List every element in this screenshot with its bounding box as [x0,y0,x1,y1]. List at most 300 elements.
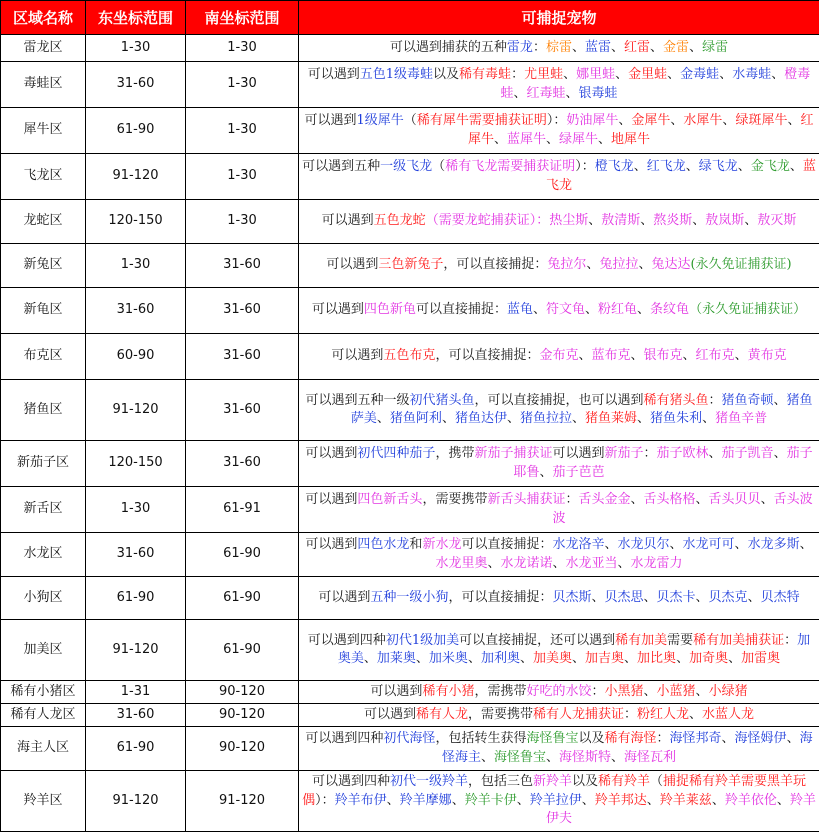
pet-text-segment: 、 [611,40,624,55]
pet-text-segment: ： [644,446,657,461]
pet-text-segment: 、 [771,67,784,82]
east-range-cell: 1-30 [86,487,186,533]
pet-text-segment: 、 [774,446,787,461]
south-range-cell: 90-120 [186,704,299,727]
pet-text-segment: 蓝龟 [507,302,533,317]
pet-text-segment: 、 [686,159,699,174]
pet-text-segment: 、 [638,257,651,272]
pet-text-segment: 、 [563,67,576,82]
region-name-cell: 羚羊区 [1,771,86,832]
catchable-pets-cell [299,244,819,288]
pet-text-segment: 、 [650,40,663,55]
pet-text-segment: 兔拉拉 [599,257,638,272]
region-name-cell: 飞龙区 [1,154,86,200]
pet-text-segment: 敖清斯 [601,213,640,228]
pet-text-segment: 橙飞龙 [595,159,634,174]
pet-text-segment: 猪鱼奇顿 [722,393,774,408]
pet-text-segment: 、 [546,132,559,147]
pet-text-segment: 棕雷 [546,40,572,55]
pet-text-segment: 稀有飞龙需要捕获证明 [445,159,575,174]
pet-text-segment: 金犀牛 [631,113,670,128]
pet-text-segment: 海怪邦奇 [670,731,722,746]
pet-text-segment: 贝杰克 [709,590,748,605]
pet-text-segment: 、 [728,651,741,666]
pet-text-segment: ，需要携带 [468,707,533,722]
region-name-cell: 新舌区 [1,487,86,533]
pet-text-segment: 、 [748,590,761,605]
pet-text-segment: 可以遇到 [308,67,360,82]
pet-text-segment: 、 [364,651,377,666]
pet-text-segment: 贝杰思 [604,590,643,605]
pet-text-segment: 、 [481,750,494,765]
pet-text-segment: 猪鱼拉拉 [520,411,572,426]
pet-text-segment: 水犀牛 [683,113,722,128]
table-row [1,681,819,704]
pet-text-segment: 新茄子 [604,446,643,461]
table-row [1,487,819,533]
pet-text-segment: 可以遇到 [364,707,416,722]
pet-text-segment: 、 [637,411,650,426]
pet-text-segment: 、 [692,213,705,228]
pet-text-segment: 、 [487,556,500,571]
pet-text-segment: 海怪鲁宝 [494,750,546,765]
table-row [1,727,819,771]
pet-text-segment: 、 [533,302,546,317]
pet-text-segment: 娜里蛙 [576,67,615,82]
south-range-cell: 31-60 [186,441,299,487]
pet-text-segment: 、 [624,651,637,666]
east-range-cell: 1-30 [86,35,186,62]
pet-text-segment: 四色水龙 [357,537,409,552]
pet-text-segment: ： [565,492,578,507]
pet-text-segment: 、 [702,411,715,426]
pet-text-segment: 可以直接捕捉，还可以遇到 [459,633,615,648]
pet-text-segment: 舌头波波 [552,492,812,526]
pet-text-segment: 金毒蛙 [680,67,719,82]
pet-text-segment: 、 [578,348,591,363]
east-range-cell: 120-150 [86,200,186,244]
catchable-pets-cell [299,108,819,154]
pet-text-segment: （永久免证捕获证） [689,302,806,317]
region-name-cell: 雷龙区 [1,35,86,62]
pet-text-segment: 新舌头捕获证 [487,492,565,507]
pet-text-segment: 可以遇到 [305,537,357,552]
pet-text-segment: 1级犀牛 [357,113,404,128]
header-south-range: 南坐标范围 [186,1,299,35]
pet-text-segment: ： [784,633,797,648]
pet-text-segment: 、 [683,348,696,363]
pet-text-segment: 稀有羚羊 [598,774,650,789]
pet-text-segment: 五色1级毒蛙 [360,67,433,82]
pet-text-segment: 、 [582,793,595,808]
pet-text-segment: 水龙贝尔 [618,537,670,552]
region-name-cell: 布克区 [1,334,86,380]
pet-text-segment: 海怪姆伊 [735,731,787,746]
pet-text-segment: 水龙多斯 [748,537,800,552]
pet-text-segment: 、 [539,465,552,480]
pet-text-segment: 可以遇到五种 [302,159,380,174]
pet-text-segment: 、 [631,348,644,363]
table-row [1,441,819,487]
table-row [1,288,819,334]
south-range-cell: 61-90 [186,533,299,577]
pet-text-segment: ）： [575,159,595,174]
pet-text-segment: 和 [409,537,422,552]
pet-text-segment: 可以直接捕捉： [416,302,507,317]
pet-text-segment: 金雷 [663,40,689,55]
east-range-cell: 1-30 [86,244,186,288]
table-row [1,380,819,441]
pet-text-segment: 敖岚斯 [705,213,744,228]
pet-text-segment: 、 [670,537,683,552]
pet-text-segment: 小黑猪 [605,684,644,699]
pet-text-segment: ，携带 [435,446,474,461]
pet-text-segment: 、 [696,590,709,605]
south-range-cell: 1-30 [186,200,299,244]
pet-text-segment: 、 [696,684,709,699]
pet-text-segment: 红雷 [624,40,650,55]
pet-text-segment: （需要龙蛇捕获证）： [426,213,550,228]
east-range-cell: 91-120 [86,380,186,441]
pet-text-segment: 初代猪头鱼 [409,393,474,408]
pet-text-segment: 可以遇到五种一级 [305,393,409,408]
table-row [1,108,819,154]
pet-text-segment: ，可以直接捕捉： [448,590,552,605]
pet-text-segment: 绿雷 [702,40,728,55]
pet-text-segment: 、 [735,537,748,552]
pet-text-segment: 猪鱼辛普 [715,411,767,426]
pet-text-segment: 地犀牛 [611,132,650,147]
pet-text-segment: 羚羊伊夫 [546,793,816,827]
pet-text-segment: 羚羊卡伊 [465,793,517,808]
pet-text-segment: 绿犀牛 [559,132,598,147]
pet-text-segment: 蓝飞龙 [546,159,816,193]
east-range-cell: 61-90 [86,108,186,154]
pet-text-segment: (永久免证捕获证) [690,257,791,272]
table-row [1,771,819,832]
pet-text-segment: 茄子耶鲁 [513,446,812,480]
pet-text-segment: 以及 [433,67,459,82]
pet-text-segment: 、 [637,302,650,317]
pet-text-segment: 、 [738,159,751,174]
pet-text-segment: 稀有人龙捕获证 [533,707,624,722]
pet-text-segment: ，可以直接捕捉，也可以遇到 [474,393,643,408]
pet-text-segment: 兔达达 [651,257,690,272]
table-row [1,62,819,108]
table-header-row [1,1,819,35]
pet-text-segment: 、 [774,393,787,408]
table-row [1,533,819,577]
pet-text-segment: 海怪斯特 [559,750,611,765]
pet-text-segment: 贝杰斯 [552,590,591,605]
pet-text-segment: 水龙诺诺 [500,556,552,571]
pet-text-segment: 初代1级加美 [386,633,459,648]
pet-text-segment: ，可以直接捕捉： [435,348,539,363]
catchable-pets-cell [299,334,819,380]
pet-text-segment: 可以遇到四种 [305,731,383,746]
header-region: 区域名称 [1,1,86,35]
region-name-cell: 犀牛区 [1,108,86,154]
pet-text-segment: 可以遇到 [312,302,364,317]
pet-text-segment: 可以遇到捕获的五种 [390,40,507,55]
pet-text-segment: 水龙可可 [683,537,735,552]
pet-text-segment: 猪鱼莱姆 [585,411,637,426]
pet-text-segment: 水蓝人龙 [702,707,754,722]
pet-text-segment: 、 [520,651,533,666]
pet-text-segment: 舌头贝贝 [709,492,761,507]
pet-text-segment: 四色新龟 [364,302,416,317]
pet-text-segment: 金布克 [539,348,578,363]
pet-text-segment: 金飞龙 [751,159,790,174]
header-catchable-pets: 可捕捉宠物 [299,1,819,35]
table-row [1,244,819,288]
pet-text-segment: 、 [591,590,604,605]
table-row [1,577,819,620]
pet-text-segment: 五种一级小狗 [370,590,448,605]
pet-text-segment: 可以遇到四种 [312,774,390,789]
region-name-cell: 新茄子区 [1,441,86,487]
pet-text-segment: 可以遇到 [552,446,604,461]
pet-text-segment: 、 [468,651,481,666]
region-name-cell: 小狗区 [1,577,86,620]
pet-text-segment: 、 [689,40,702,55]
catchable-pets-cell [299,704,819,727]
pet-text-segment: 、 [517,793,530,808]
east-range-cell: 120-150 [86,441,186,487]
pet-text-segment: （ [432,159,445,174]
catchable-pets-cell [299,533,819,577]
pet-text-segment: 蓝布克 [591,348,630,363]
pet-text-segment: 稀有海怪 [604,731,656,746]
pet-text-segment: 条纹龟 [650,302,689,317]
catchable-pets-cell [299,771,819,832]
pet-text-segment: 稀有加美 [615,633,667,648]
south-range-cell: 31-60 [186,288,299,334]
region-name-cell: 稀有小猪区 [1,681,86,704]
pet-text-segment: 水毒蛙 [732,67,771,82]
catchable-pets-cell [299,577,819,620]
pet-text-segment: 舌头金金 [578,492,630,507]
pet-text-segment: 茄子欧林 [657,446,709,461]
pet-text-segment: 、 [494,132,507,147]
pet-text-segment: ，需携带 [474,684,526,699]
pet-text-segment: 、 [507,411,520,426]
pet-text-segment: 海怪瓦利 [624,750,676,765]
east-range-cell: 61-90 [86,577,186,620]
pet-text-segment: 、 [618,113,631,128]
pet-text-segment: 、 [709,446,722,461]
pet-text-segment: 、 [588,213,601,228]
pet-text-segment: 羚羊依伦 [725,793,777,808]
pet-text-segment: 可以遇到 [331,348,383,363]
pet-text-segment: 加奇奥 [689,651,728,666]
pet-text-segment: 、 [598,132,611,147]
pet-text-segment: 新茄子捕获证 [474,446,552,461]
east-range-cell: 91-120 [86,154,186,200]
south-range-cell: 61-91 [186,487,299,533]
pet-text-segment: （ [650,774,663,789]
pet-text-segment: 奶油犀牛 [566,113,618,128]
region-name-cell: 猪鱼区 [1,380,86,441]
pet-text-segment: 加米奥 [429,651,468,666]
pet-text-segment: ： [511,67,524,82]
pet-text-segment: 、 [513,86,526,101]
south-range-cell: 1-30 [186,108,299,154]
pet-text-segment: 、 [647,793,660,808]
pet-text-segment: 羚羊布伊 [335,793,387,808]
pet-text-segment: 四色新舌头 [357,492,422,507]
pet-text-segment: 、 [719,67,732,82]
pet-text-segment: 、 [546,750,559,765]
pet-text-segment: ： [533,40,546,55]
table-row [1,35,819,62]
pet-text-segment: 羚羊拉伊 [530,793,582,808]
pet-text-segment: ，包括转生获得 [435,731,526,746]
pet-text-segment: 银布克 [644,348,683,363]
pet-text-segment: 猪鱼达伊 [455,411,507,426]
pet-text-segment: 一级飞龙 [380,159,432,174]
table-row [1,154,819,200]
south-range-cell: 31-60 [186,334,299,380]
pet-text-segment: 、 [712,793,725,808]
pet-text-segment: 新水龙 [422,537,461,552]
pet-text-segment: 、 [552,556,565,571]
pet-text-segment: 符文龟 [546,302,585,317]
catchable-pets-cell [299,288,819,334]
pet-text-segment: 红飞龙 [647,159,686,174]
pet-text-segment: 加吉奥 [585,651,624,666]
east-range-cell: 1-31 [86,681,186,704]
south-range-cell: 1-30 [186,62,299,108]
pet-text-segment: 绿飞龙 [699,159,738,174]
pet-text-segment: 稀有加美捕获证 [693,633,784,648]
south-range-cell: 90-120 [186,681,299,704]
pet-text-segment: 、 [631,492,644,507]
pet-text-segment: 小绿猪 [709,684,748,699]
pet-text-segment: 贝杰卡 [657,590,696,605]
catchable-pets-cell [299,620,819,681]
pet-text-segment: 、 [777,793,790,808]
pet-text-segment: 黄布克 [748,348,787,363]
pet-text-segment: 稀有犀牛需要捕获证明 [417,113,547,128]
pet-text-segment: 水龙洛辛 [552,537,604,552]
south-range-cell: 91-120 [186,771,299,832]
catchable-pets-cell [299,380,819,441]
pet-text-segment: 、 [615,67,628,82]
east-range-cell: 91-120 [86,771,186,832]
pet-text-segment: 、 [387,793,400,808]
pet-text-segment: 粉红人龙 [637,707,689,722]
catchable-pets-cell [299,681,819,704]
pet-text-segment: 五色龙蛇 [374,213,426,228]
pet-text-segment: ： [624,707,637,722]
pet-text-segment: 加莱奥 [377,651,416,666]
pet-text-segment: 猪鱼萨美 [351,393,813,427]
pet-text-segment: 舌头格格 [644,492,696,507]
east-range-cell: 31-60 [86,62,186,108]
catchable-pets-cell [299,200,819,244]
pet-text-segment: 、 [667,67,680,82]
pet-text-segment: 五色布克 [383,348,435,363]
region-name-cell: 海主人区 [1,727,86,771]
pet-text-segment: 、 [689,707,702,722]
catchable-pets-cell [299,35,819,62]
region-name-cell: 加美区 [1,620,86,681]
pet-text-segment: 、 [416,651,429,666]
pet-text-segment: 贝杰特 [761,590,800,605]
pet-text-segment: 加奥美 [338,633,810,667]
pet-text-segment: 热尘斯 [549,213,588,228]
pet-text-segment: 红毒蛙 [526,86,565,101]
south-range-cell: 31-60 [186,244,299,288]
pet-text-segment: 熬炎斯 [653,213,692,228]
pet-text-segment: 可以遇到 [370,684,422,699]
south-range-cell: 1-30 [186,35,299,62]
pet-text-segment: 稀有猪头鱼 [643,393,708,408]
south-range-cell: 1-30 [186,154,299,200]
pet-text-segment: 、 [790,159,803,174]
pet-text-segment: ）： [547,113,567,128]
east-range-cell: 91-120 [86,620,186,681]
south-range-cell: 31-60 [186,380,299,441]
pet-text-segment: 粉红龟 [598,302,637,317]
pet-text-segment: 、 [670,113,683,128]
pet-text-segment: 猪鱼阿利 [390,411,442,426]
catchable-pets-cell [299,727,819,771]
catchable-pets-cell [299,62,819,108]
pet-text-segment: ： [591,684,604,699]
pet-text-segment: 、 [696,492,709,507]
south-range-cell: 90-120 [186,727,299,771]
pet-text-segment: 、 [585,302,598,317]
pet-text-segment: 三色新兔子 [378,257,443,272]
pet-text-segment: ，可以直接捕捉： [443,257,547,272]
pet-text-segment: 可以遇到 [322,213,374,228]
pet-text-segment: 羚羊莱兹 [660,793,712,808]
pet-text-segment: 可以遇到 [305,113,357,128]
pet-text-segment: 初代四种茄子 [357,446,435,461]
east-range-cell: 31-60 [86,288,186,334]
pet-text-segment: ，需要携带 [422,492,487,507]
region-name-cell: 稀有人龙区 [1,704,86,727]
pet-text-segment: 可以遇到 [305,492,357,507]
east-range-cell: 31-60 [86,533,186,577]
pet-text-segment: 、 [761,492,774,507]
pet-text-segment: 金里蛙 [628,67,667,82]
pet-text-segment: 、 [442,411,455,426]
pet-text-segment: 银毒蛙 [579,86,618,101]
pet-text-segment: 绿斑犀牛 [735,113,787,128]
table-row [1,704,819,727]
east-range-cell: 31-60 [86,704,186,727]
pet-text-segment: 、 [377,411,390,426]
region-name-cell: 龙蛇区 [1,200,86,244]
pet-text-segment: ）： [315,793,335,808]
pet-text-segment: 、 [452,793,465,808]
pet-text-segment: 加比奥 [637,651,676,666]
pet-text-segment: 茄子凯音 [722,446,774,461]
pet-text-segment: 、 [800,537,813,552]
pet-text-segment: 、 [644,684,657,699]
pet-text-segment: 加雷奥 [741,651,780,666]
pet-text-segment: 水龙里奥 [435,556,487,571]
pet-text-segment: 新羚羊 [533,774,572,789]
catchable-pets-cell [299,441,819,487]
pet-text-segment: 小蓝猪 [657,684,696,699]
pet-text-segment: 可以直接捕捉： [461,537,552,552]
pet-text-segment: 雷龙 [507,40,533,55]
pet-text-segment: 、 [586,257,599,272]
